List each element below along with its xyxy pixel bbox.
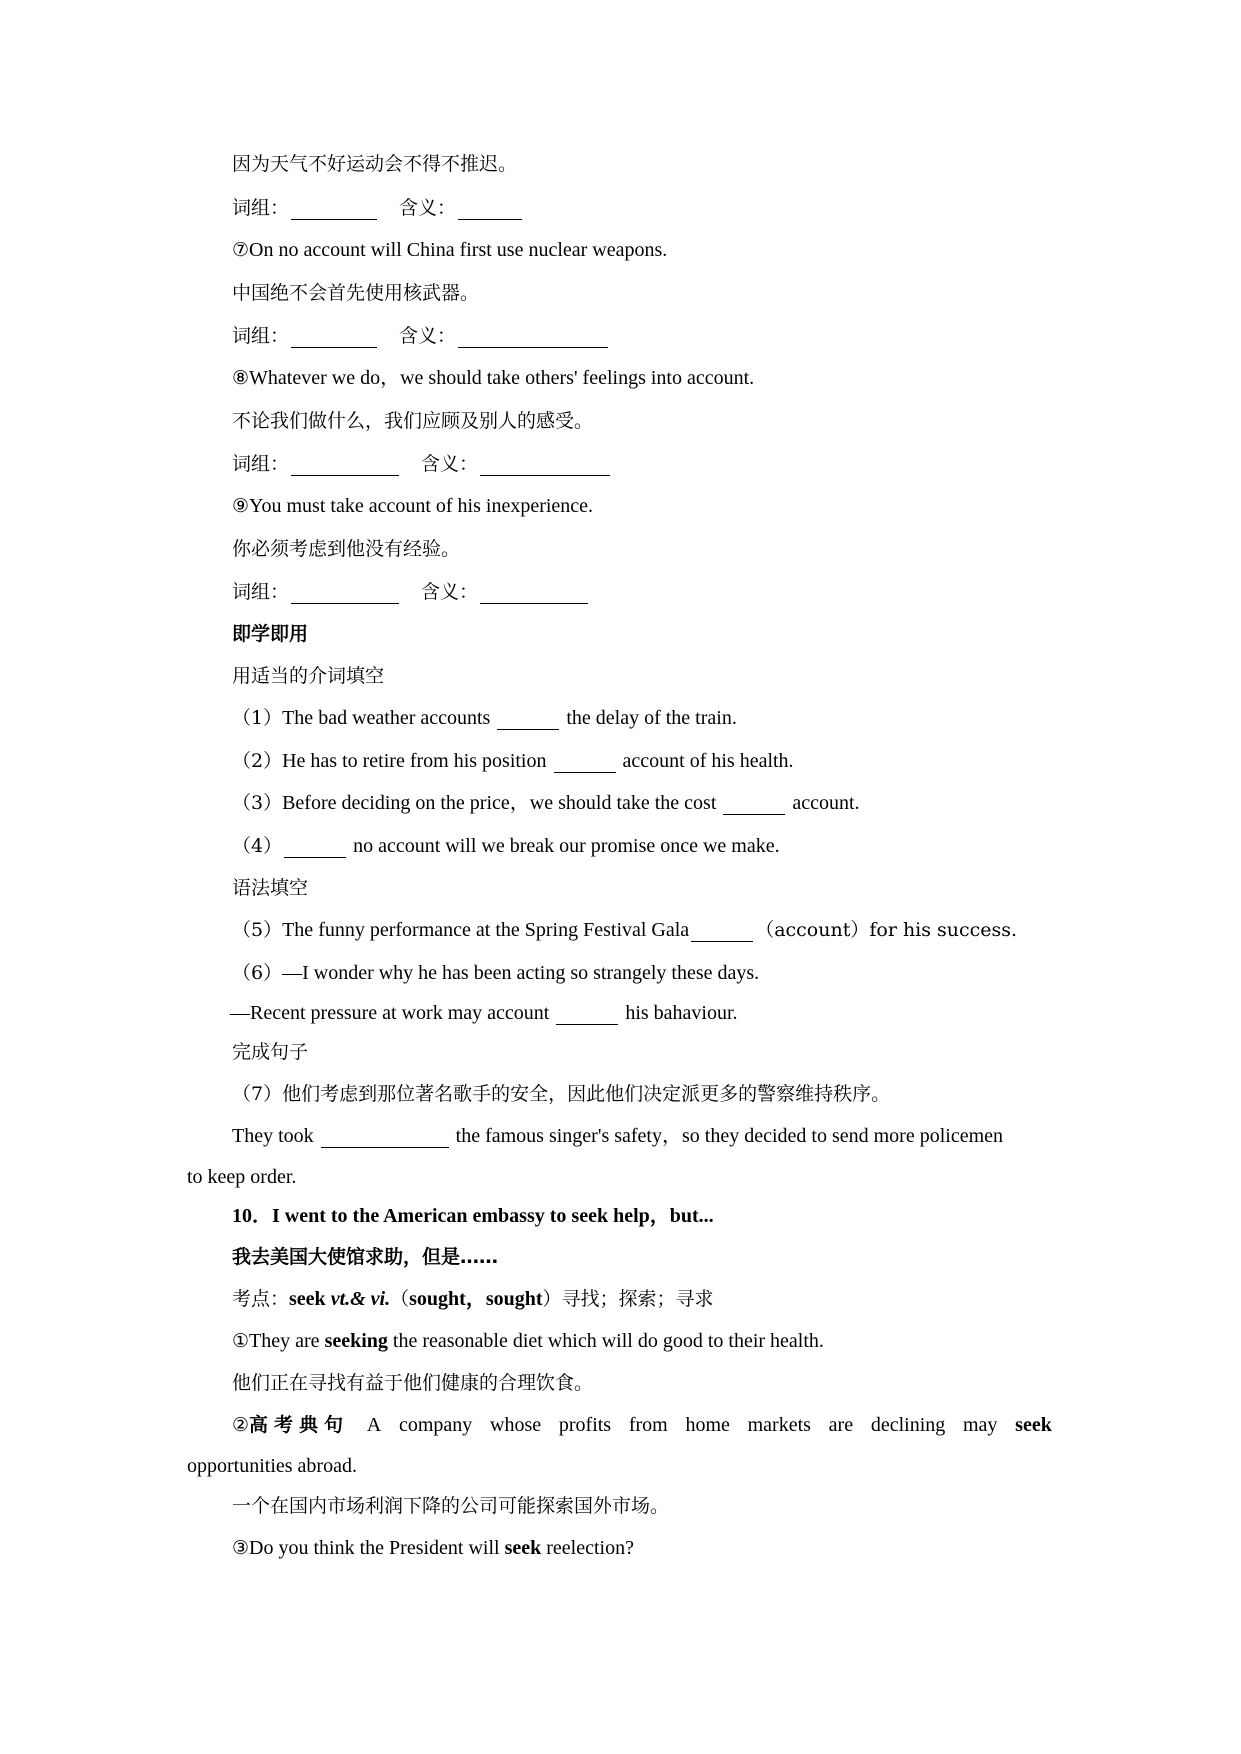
example-text: reelection? bbox=[541, 1537, 634, 1559]
circled-number: ② bbox=[232, 1414, 250, 1436]
question-number: （1） bbox=[232, 707, 283, 729]
zh-translation-6: 因为天气不好运动会不得不推迟。 bbox=[232, 153, 518, 175]
verb-forms: sought，sought bbox=[409, 1288, 543, 1310]
exercise-line-7 bbox=[232, 324, 610, 348]
meaning-blank[interactable] bbox=[480, 583, 588, 604]
seek-example-2 bbox=[232, 1413, 1052, 1437]
question-text: account. bbox=[792, 792, 860, 814]
question-text: account of his health. bbox=[622, 750, 794, 772]
key-point-meaning: 寻找；探索；寻求 bbox=[561, 1288, 714, 1310]
exercise-line-8 bbox=[232, 452, 612, 476]
example-word: A bbox=[366, 1414, 382, 1436]
question-number: （6） bbox=[232, 962, 283, 984]
key-word: seek bbox=[289, 1288, 331, 1310]
part-of-speech: vt.& vi. bbox=[330, 1288, 391, 1310]
question-5 bbox=[232, 918, 1017, 942]
meaning-blank[interactable] bbox=[480, 455, 610, 476]
meaning-label: 含义： bbox=[421, 453, 479, 475]
phrase-blank[interactable] bbox=[291, 327, 377, 348]
example-word: may bbox=[963, 1414, 998, 1436]
question-text: He has to retire from his position bbox=[282, 750, 547, 772]
zh-translation-8: 不论我们做什么，我们应顾及别人的感受。 bbox=[232, 410, 594, 432]
question-text: The bad weather accounts bbox=[282, 707, 491, 729]
question-7-en-cont: to keep order. bbox=[187, 1166, 297, 1188]
phrase-label: 词组： bbox=[232, 581, 290, 603]
question-6 bbox=[232, 961, 759, 985]
zh-translation-7: 中国绝不会首先使用核武器。 bbox=[232, 282, 480, 304]
phrase-blank[interactable] bbox=[291, 199, 377, 220]
circled-number: ① bbox=[232, 1330, 250, 1352]
paren-close: ） bbox=[542, 1288, 562, 1310]
highlight-word: seeking bbox=[324, 1330, 388, 1352]
question-text: 他们考虑到那位著名歌手的安全，因此他们决定派更多的警察维持秩序。 bbox=[282, 1083, 891, 1105]
question-text: They took bbox=[232, 1125, 314, 1147]
question-1 bbox=[232, 706, 737, 730]
section-heading-practice: 即学即用 bbox=[232, 623, 309, 645]
example-word: declining bbox=[870, 1414, 946, 1436]
meaning-blank[interactable] bbox=[458, 199, 522, 220]
example-word: are bbox=[828, 1414, 854, 1436]
example-word: profits bbox=[558, 1414, 612, 1436]
meaning-label: 含义： bbox=[399, 325, 457, 347]
question-text: no account will we break our promise once we make. bbox=[353, 835, 780, 857]
example-7 bbox=[232, 238, 667, 262]
phrase-label: 词组： bbox=[232, 453, 290, 475]
question-text: the famous singer's safety，so they decided to send more policemen bbox=[455, 1125, 1003, 1147]
seek-example-3 bbox=[232, 1536, 634, 1560]
example-text: They are bbox=[249, 1330, 325, 1352]
circled-number: ⑧ bbox=[232, 367, 250, 389]
seek-example-2-cont: opportunities abroad. bbox=[187, 1455, 357, 1477]
example-text: Do you think the President will bbox=[249, 1537, 505, 1559]
example-word: company bbox=[398, 1414, 473, 1436]
phrase-label: 词组： bbox=[232, 197, 290, 219]
question-4 bbox=[232, 834, 780, 858]
example-word: markets bbox=[747, 1414, 811, 1436]
section-heading-grammar: 语法填空 bbox=[232, 877, 309, 899]
example-text: the reasonable diet which will do good to their health. bbox=[387, 1330, 824, 1352]
answer-blank[interactable] bbox=[321, 1127, 449, 1148]
circled-number: ③ bbox=[232, 1537, 250, 1559]
meaning-label: 含义： bbox=[421, 581, 479, 603]
circled-number: ⑦ bbox=[232, 239, 250, 261]
section-heading-prepositions: 用适当的介词填空 bbox=[232, 665, 385, 687]
gaokao-tag: 高考典句 bbox=[249, 1414, 350, 1436]
seek-example-1 bbox=[232, 1329, 824, 1353]
phrase-blank[interactable] bbox=[291, 455, 399, 476]
example-word: home bbox=[685, 1414, 730, 1436]
highlight-word: seek bbox=[504, 1537, 542, 1559]
question-3 bbox=[232, 791, 860, 815]
exercise-line-9 bbox=[232, 580, 590, 604]
answer-blank[interactable] bbox=[691, 921, 753, 942]
question-text: Before deciding on the price，we should take the cost bbox=[282, 792, 717, 814]
question-2 bbox=[232, 749, 794, 773]
example-word: whose bbox=[490, 1414, 542, 1436]
question-number: （4） bbox=[232, 835, 283, 857]
example-8 bbox=[232, 366, 754, 390]
question-text: （account）for his success. bbox=[755, 919, 1018, 941]
question-text: —Recent pressure at work may account bbox=[230, 1002, 550, 1024]
answer-blank[interactable] bbox=[723, 794, 785, 815]
phrase-blank[interactable] bbox=[291, 583, 399, 604]
seek-example-1-zh: 他们正在寻找有益于他们健康的合理饮食。 bbox=[232, 1372, 594, 1394]
example-text: On no account will China first use nuclear weapons. bbox=[249, 239, 668, 261]
section-heading-complete: 完成句子 bbox=[232, 1041, 309, 1063]
question-text: the delay of the train. bbox=[566, 707, 737, 729]
question-number: （3） bbox=[232, 792, 283, 814]
question-7-zh bbox=[232, 1082, 890, 1106]
key-point-label: 考点： bbox=[232, 1288, 290, 1310]
answer-blank[interactable] bbox=[554, 752, 616, 773]
circled-number: ⑨ bbox=[232, 495, 250, 517]
question-number: （5） bbox=[232, 919, 283, 941]
question-text: —I wonder why he has been acting so strangely these days. bbox=[282, 962, 760, 984]
question-number: （7） bbox=[232, 1083, 283, 1105]
phrase-label: 词组： bbox=[232, 325, 290, 347]
question-text: The funny performance at the Spring Festival Gala bbox=[282, 919, 690, 941]
answer-blank[interactable] bbox=[556, 1004, 618, 1025]
zh-translation-9: 你必须考虑到他没有经验。 bbox=[232, 538, 461, 560]
question-6-response bbox=[230, 1001, 738, 1025]
exercise-line-6 bbox=[232, 196, 524, 220]
answer-blank[interactable] bbox=[284, 837, 346, 858]
meaning-blank[interactable] bbox=[458, 327, 608, 348]
answer-blank[interactable] bbox=[497, 709, 559, 730]
seek-example-2-zh: 一个在国内市场利润下降的公司可能探索国外市场。 bbox=[232, 1495, 670, 1517]
example-text: Whatever we do，we should take others' feelings into account. bbox=[249, 367, 755, 389]
paren-open: （ bbox=[390, 1288, 410, 1310]
example-9 bbox=[232, 494, 593, 518]
question-7-en bbox=[232, 1124, 1003, 1148]
item-10-heading: 10．I went to the American embassy to seek help，but... bbox=[232, 1205, 714, 1227]
example-text: You must take account of his inexperience. bbox=[249, 495, 594, 517]
item-10-heading-zh: 我去美国大使馆求助，但是…… bbox=[232, 1246, 499, 1268]
highlight-word: seek bbox=[1015, 1414, 1052, 1436]
example-word: from bbox=[628, 1414, 668, 1436]
question-text: his bahaviour. bbox=[625, 1002, 738, 1024]
meaning-label: 含义： bbox=[399, 197, 457, 219]
question-number: （2） bbox=[232, 750, 283, 772]
key-point bbox=[232, 1287, 714, 1311]
